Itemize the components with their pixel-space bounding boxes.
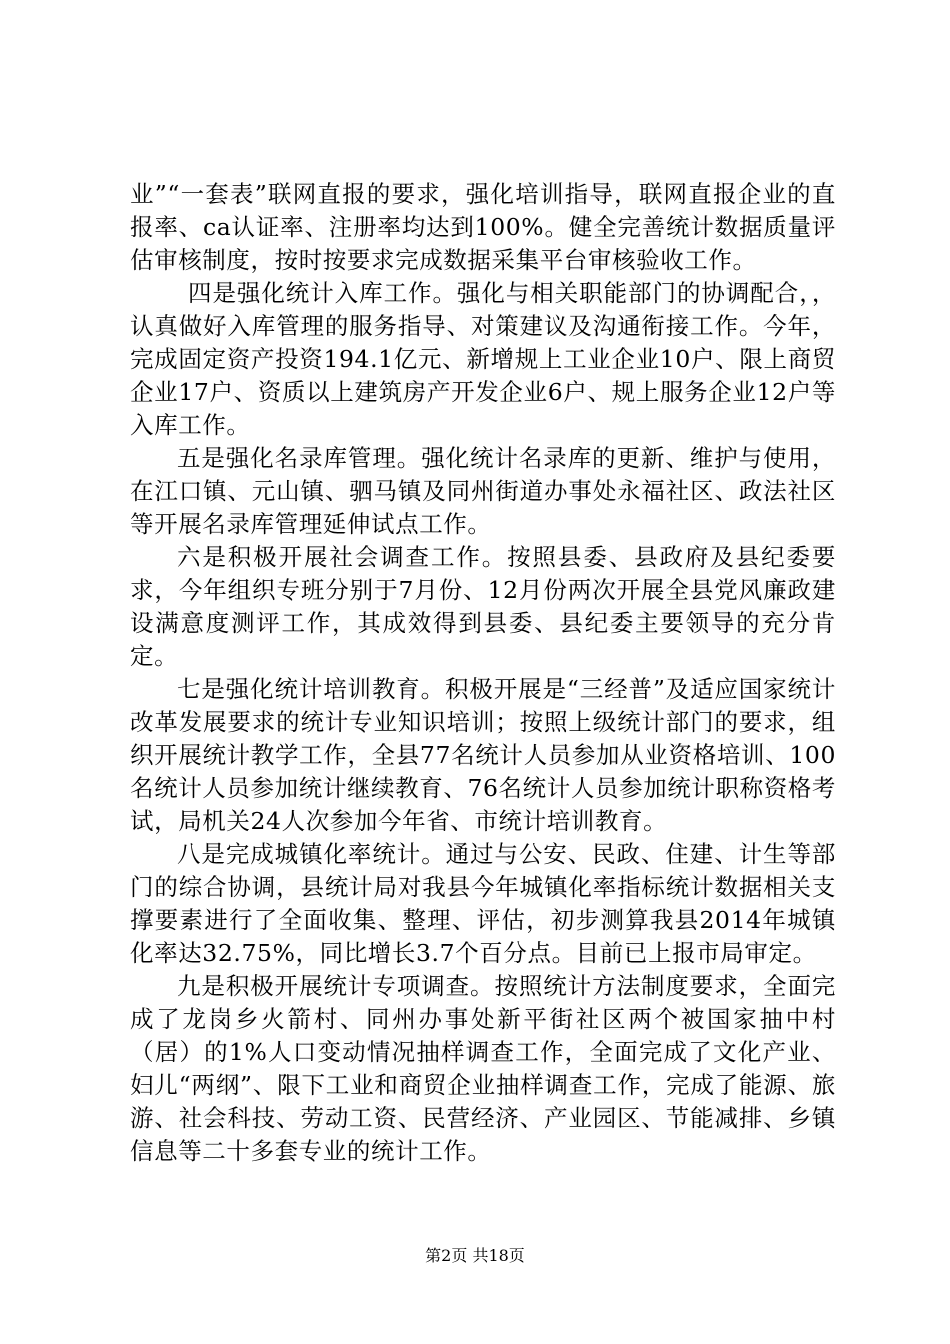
- paragraph-item-5: 五是强化名录库管理。强化统计名录库的更新、维护与使用，在江口镇、元山镇、驷马镇及同州街道办事处永福社区、政法社区等开展名录库管理延伸试点工作。: [130, 444, 836, 538]
- paragraph-item-8: 八是完成城镇化率统计。通过与公安、民政、住建、计生等部门的综合协调，县统计局对我县今年城镇化率指标统计数据相关支撑要素进行了全面收集、整理、评估，初步测算我县2014年城镇化率达32.75%，同比增长3.7个百分点。目前已上报市局审定。: [130, 840, 836, 967]
- paragraph-item-7: 七是强化统计培训教育。积极开展是“三经普”及适应国家统计改革发展要求的统计专业知识培训；按照上级统计部门的要求，组织开展统计教学工作，全县77名统计人员参加从业资格培训、100名统计人员参加统计继续教育、76名统计人员参加统计职称资格考试，局机关24人次参加今年省、市统计培训教育。: [130, 675, 836, 835]
- paragraph-item-6: 六是积极开展社会调查工作。按照县委、县政府及县纪委要求，今年组织专班分别于7月份、12月份两次开展全县党风廉政建设满意度测评工作，其成效得到县委、县纪委主要领导的充分肯定。: [130, 543, 836, 670]
- document-body: [130, 178, 836, 1168]
- page-footer: 第2页 共18页: [425, 1246, 525, 1265]
- paragraph-item-4: 四是强化统计入库工作。强化与相关职能部门的协调配合，，认真做好入库管理的服务指导、对策建议及沟通衔接工作。今年，完成固定资产投资194.1亿元、新增规上工业企业10户、限上商贸企业17户、资质以上建筑房产开发企业6户、规上服务企业12户等入库工作。: [130, 279, 836, 439]
- paragraph-continuation: 业”“一套表”联网直报的要求，强化培训指导，联网直报企业的直报率、ca认证率、注册率均达到100%。健全完善统计数据质量评估审核制度，按时按要求完成数据采集平台审核验收工作。: [130, 180, 836, 274]
- paragraph-item-9: 九是积极开展统计专项调查。按照统计方法制度要求，全面完成了龙岗乡火箭村、同州办事处新平街社区两个被国家抽中村（居）的1%人口变动情况抽样调查工作，全面完成了文化产业、妇儿“两纲”、限下工业和商贸企业抽样调查工作，完成了能源、旅游、社会科技、劳动工资、民营经济、产业园区、节能减排、乡镇信息等二十多套专业的统计工作。: [130, 972, 836, 1165]
